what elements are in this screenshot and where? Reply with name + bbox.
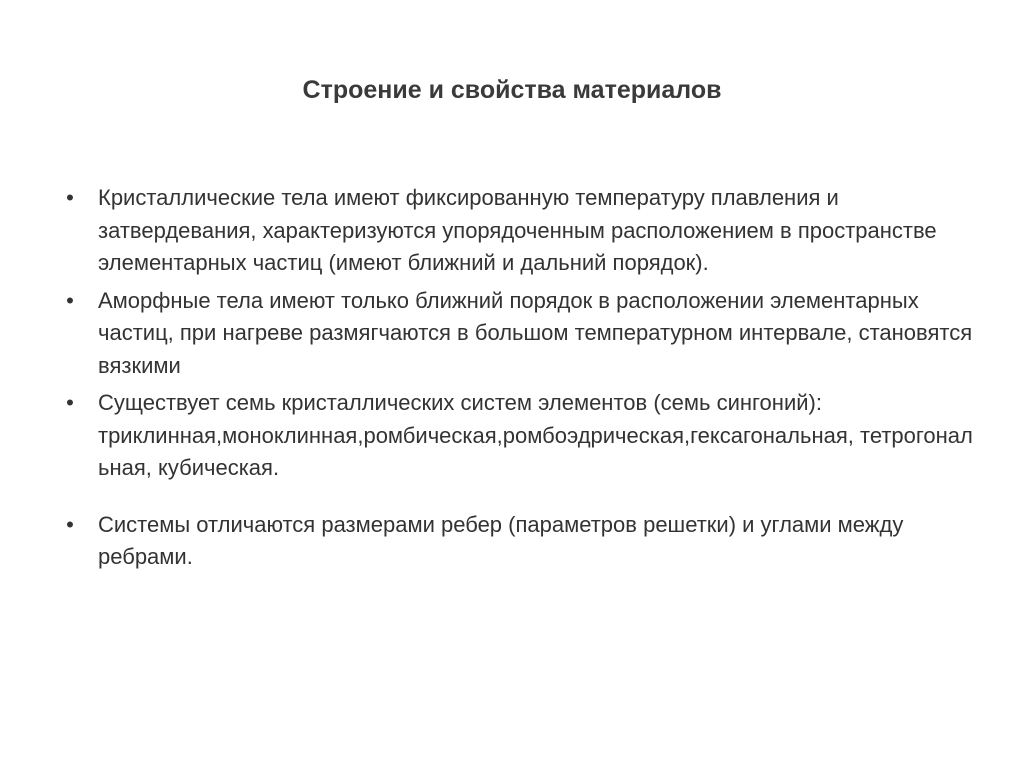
bullet-dot-icon: • bbox=[66, 185, 74, 210]
bullet-list bbox=[60, 182, 980, 579]
bullet-dot-icon: • bbox=[66, 511, 74, 537]
bullet-text: Аморфные тела имеют только ближний порядок в расположении элементарных частиц, при нагреве размягчаются в большом температурном интервале, становятся вязкими bbox=[98, 287, 973, 378]
bullet-text: Системы отличаются размерами ребер (параметров решетки) и углами между ребрами. bbox=[98, 511, 904, 569]
bullet-text-line1: Существует семь кристаллических систем элементов (семь сингоний): bbox=[98, 390, 822, 415]
bullet-dot-icon: • bbox=[66, 390, 74, 415]
bullet-text: Кристаллические тела имеют фиксированную температуру плавления и затвердевания, характеризуются упорядоченным расположением в пространстве элементарных частиц (имеют ближний и дальний порядок). bbox=[98, 185, 937, 275]
bullet-item-syngonies bbox=[60, 387, 980, 485]
slide-title: Строение и свойства материалов bbox=[302, 76, 722, 104]
bullet-dot-icon: • bbox=[66, 287, 74, 313]
bullet-item-systems bbox=[60, 509, 980, 574]
bullet-item-amorphous bbox=[60, 285, 980, 383]
bullet-item-crystalline bbox=[60, 182, 980, 280]
bullet-text-rest: триклинная,моноклинная,ромбическая,ромбоэдрическая,гексагональная, тетрогональная, кубическая. bbox=[98, 422, 973, 480]
